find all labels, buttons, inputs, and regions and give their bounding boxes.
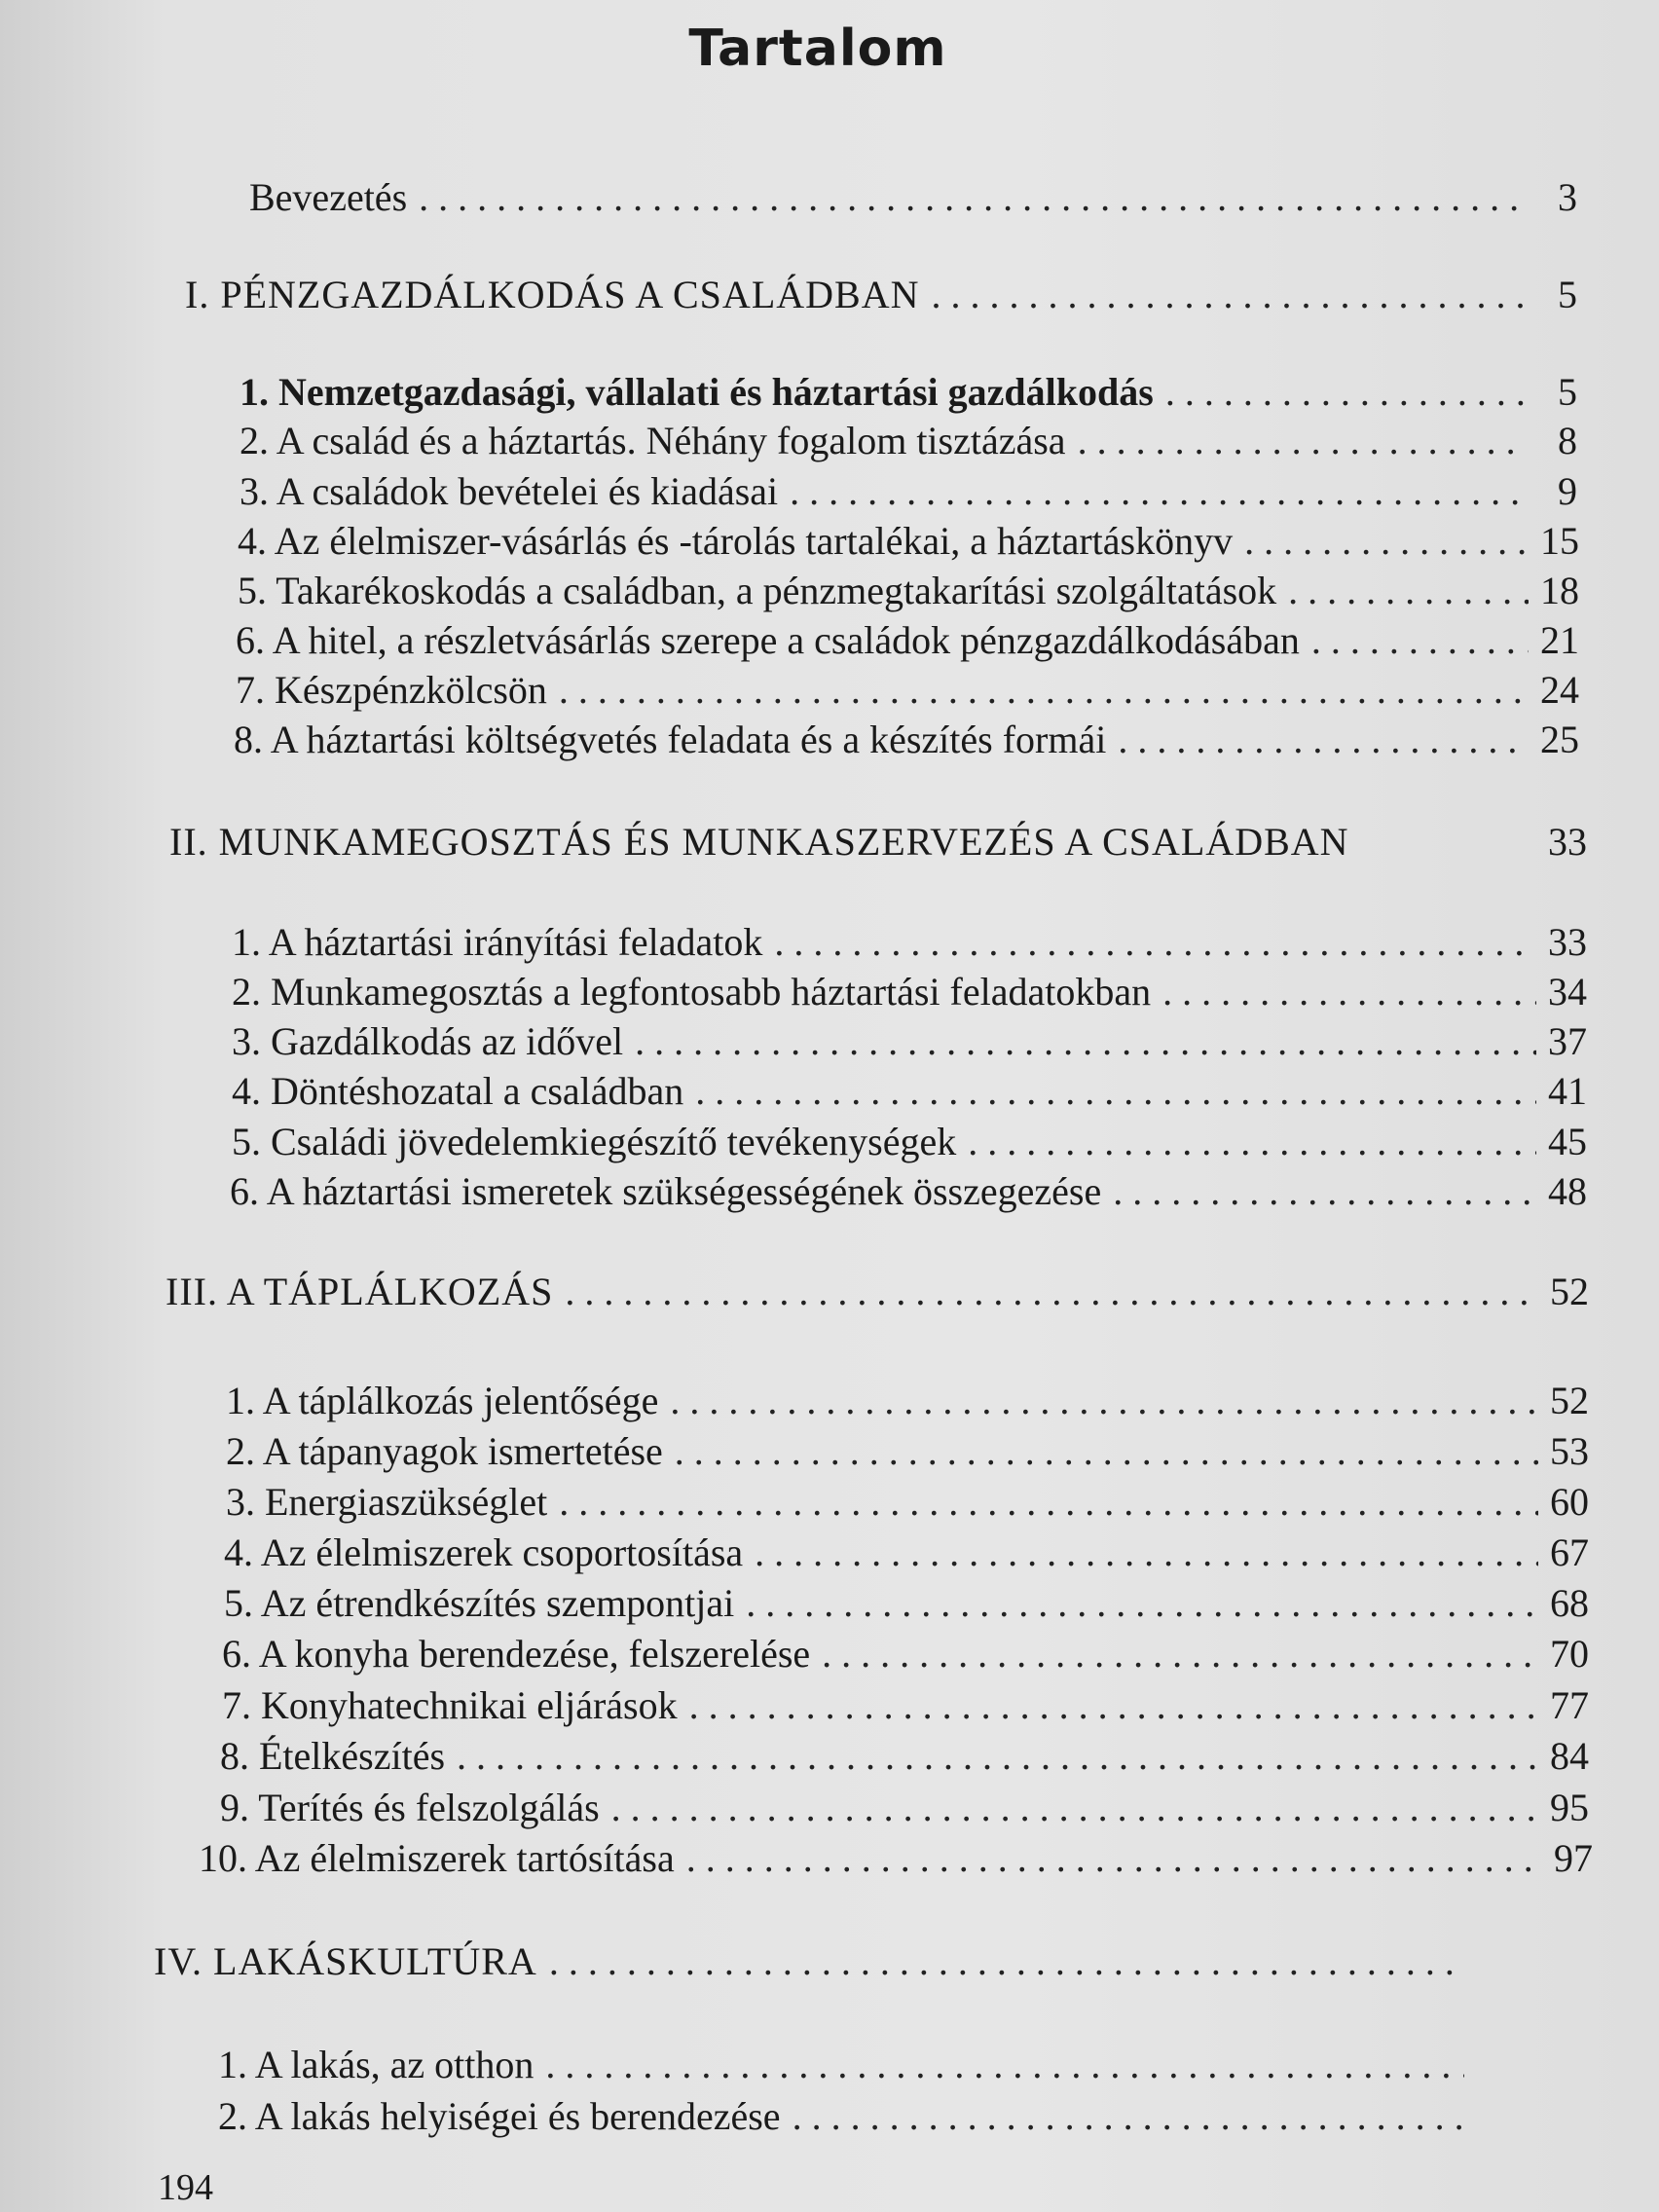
leader-dots	[822, 1630, 1538, 1678]
toc-entry	[232, 1017, 1587, 1066]
toc-entry	[236, 666, 1579, 715]
toc-label: 6. A konyha berendezése, felszerelése	[222, 1632, 811, 1676]
toc-label: 5. Az étrendkészítés szempontjai	[224, 1581, 735, 1625]
toc-entry	[224, 1579, 1589, 1628]
toc-page-number: 33	[1548, 920, 1587, 964]
leader-dots	[419, 173, 1527, 222]
toc-entry	[240, 467, 1577, 516]
toc-label: III. A TÁPLÁLKOZÁS	[166, 1270, 554, 1313]
toc-entry	[220, 1732, 1589, 1781]
leader-dots	[670, 1377, 1538, 1425]
toc-label: 6. A hitel, a részletvásárlás szerepe a családok pénzgazdálkodásában	[236, 618, 1300, 662]
toc-page-number: 67	[1550, 1530, 1589, 1574]
toc-page-number: 53	[1550, 1429, 1589, 1473]
leader-dots	[1288, 567, 1529, 615]
toc-entry	[234, 716, 1579, 764]
toc-page-number: 5	[1558, 370, 1577, 414]
toc-page-number: 8	[1558, 419, 1577, 462]
toc-label: 5. Családi jövedelemkiegészítő tevékenységek	[232, 1120, 957, 1163]
leader-dots	[559, 666, 1529, 715]
toc-page-number: 18	[1540, 569, 1579, 612]
leader-dots	[755, 1529, 1538, 1577]
toc-entry	[222, 1630, 1589, 1678]
toc-page-number: 15	[1540, 519, 1579, 563]
toc-entry	[240, 368, 1577, 417]
toc-section-3	[166, 1268, 1589, 1316]
toc-label: 10. Az élelmiszerek tartósítása	[199, 1836, 675, 1880]
leader-dots	[746, 1579, 1538, 1628]
leader-dots	[545, 2041, 1464, 2089]
toc-label: 7. Konyhatechnikai eljárások	[222, 1683, 678, 1727]
toc-page-number: 84	[1550, 1734, 1589, 1778]
toc-label: Bevezetés	[249, 175, 408, 219]
leader-dots	[686, 1834, 1542, 1883]
toc-label: 2. A tápanyagok ismertetése	[226, 1429, 663, 1473]
toc-entry	[226, 1377, 1589, 1425]
toc-page-number: 45	[1548, 1120, 1587, 1163]
toc-entry	[226, 1478, 1589, 1527]
toc-entry	[218, 2092, 1515, 2141]
toc-entry	[236, 616, 1579, 665]
toc-page-number: 25	[1540, 718, 1579, 761]
toc-entry-introduction	[249, 173, 1577, 222]
leader-dots	[793, 2092, 1464, 2141]
toc-page-number: 77	[1550, 1683, 1589, 1727]
toc-entry	[232, 1067, 1587, 1116]
toc-page-number: 24	[1540, 668, 1579, 712]
leader-dots	[790, 467, 1527, 516]
leader-dots	[1311, 616, 1529, 665]
toc-label: 1. A lakás, az otthon	[218, 2043, 535, 2086]
toc-label: 2. A család és a háztartás. Néhány fogalom tisztázása	[240, 419, 1066, 462]
toc-page-number: 95	[1550, 1786, 1589, 1829]
leader-dots	[695, 1067, 1536, 1116]
leader-dots	[968, 1118, 1536, 1166]
toc-label: 1. A háztartási irányítási feladatok	[232, 920, 763, 964]
toc-entry	[232, 1118, 1587, 1166]
toc-label: 8. A háztartási költségvetés feladata és a készítés formái	[234, 718, 1107, 761]
toc-label: 9. Terítés és felszolgálás	[220, 1786, 600, 1829]
toc-entry	[232, 918, 1587, 967]
leader-dots	[689, 1681, 1538, 1730]
leader-dots	[931, 271, 1527, 319]
toc-label: 4. Az élelmiszer-vásárlás és -tárolás tartalékai, a háztartáskönyv	[238, 519, 1234, 563]
toc-label: I. PÉNZGAZDÁLKODÁS A CSALÁDBAN	[185, 273, 920, 316]
leader-dots	[675, 1427, 1538, 1476]
toc-label: 8. Ételkészítés	[220, 1734, 446, 1778]
leader-dots	[774, 918, 1536, 967]
toc-page-number: 37	[1548, 1019, 1587, 1063]
toc-entry	[238, 567, 1579, 615]
toc-page-number: 5	[1558, 273, 1577, 316]
toc-page-number: 68	[1550, 1581, 1589, 1625]
toc-section-4	[154, 1937, 1517, 1986]
toc-label: 3. A családok bevételei és kiadásai	[240, 469, 779, 513]
page-number: 194	[158, 2167, 213, 2208]
toc-label: 3. Gazdálkodás az idővel	[232, 1019, 624, 1063]
leader-dots	[635, 1017, 1536, 1066]
toc-label: 2. Munkamegosztás a legfontosabb háztartási feladatokban	[232, 970, 1152, 1014]
toc-label: 6. A háztartási ismeretek szükségességének összegezése	[230, 1169, 1102, 1213]
toc-label: 4. Az élelmiszerek csoportosítása	[224, 1530, 744, 1574]
leader-dots	[1078, 417, 1527, 465]
toc-page-number: 52	[1550, 1379, 1589, 1422]
toc-entry	[230, 1167, 1587, 1216]
toc-entry	[226, 1427, 1589, 1476]
toc-page-number: 9	[1558, 469, 1577, 513]
toc-page-number: 33	[1548, 820, 1587, 864]
leader-dots	[457, 1732, 1538, 1781]
toc-page-number: 60	[1550, 1480, 1589, 1524]
toc-label: 5. Takarékoskodás a családban, a pénzmegtakarítási szolgáltatások	[238, 569, 1277, 612]
toc-page-number: 52	[1550, 1270, 1589, 1313]
toc-page-number: 21	[1540, 618, 1579, 662]
toc-entry	[220, 1784, 1589, 1832]
page-title: Tartalom	[688, 19, 947, 78]
toc-page-number: 3	[1558, 175, 1577, 219]
leader-dots	[1162, 968, 1536, 1016]
leader-dots	[549, 1937, 1466, 1986]
toc-section-2	[169, 818, 1587, 866]
toc-entry	[238, 517, 1579, 566]
leader-dots	[1165, 368, 1527, 417]
leader-dots	[559, 1478, 1538, 1527]
toc-label: 1. A táplálkozás jelentősége	[226, 1379, 659, 1422]
toc-label: II. MUNKAMEGOSZTÁS ÉS MUNKASZERVEZÉS A CSALÁDBAN	[169, 820, 1349, 864]
toc-label: 4. Döntéshozatal a családban	[232, 1069, 684, 1113]
toc-label: 1. Nemzetgazdasági, vállalati és háztartási gazdálkodás	[240, 370, 1154, 414]
leader-dots	[1118, 716, 1529, 764]
toc-entry	[224, 1529, 1589, 1577]
toc-label: 7. Készpénzkölcsön	[236, 668, 547, 712]
toc-page-number: 34	[1548, 970, 1587, 1014]
toc-page-number: 70	[1550, 1632, 1589, 1676]
toc-entry	[240, 417, 1577, 465]
toc-entry	[218, 2041, 1515, 2089]
leader-dots	[1113, 1167, 1536, 1216]
toc-label: 3. Energiaszükséglet	[226, 1480, 548, 1524]
toc-label: IV. LAKÁSKULTÚRA	[154, 1939, 537, 1983]
leader-dots	[565, 1268, 1538, 1316]
toc-page-number: 41	[1548, 1069, 1587, 1113]
leader-dots	[611, 1784, 1538, 1832]
toc-label: 2. A lakás helyiségei és berendezése	[218, 2094, 781, 2138]
toc-entry	[199, 1834, 1593, 1883]
toc-page-number: 97	[1554, 1836, 1593, 1880]
toc-section-1	[185, 271, 1577, 319]
leader-dots	[1244, 517, 1529, 566]
toc-page-number: 48	[1548, 1169, 1587, 1213]
toc-entry	[222, 1681, 1589, 1730]
toc-entry	[232, 968, 1587, 1016]
